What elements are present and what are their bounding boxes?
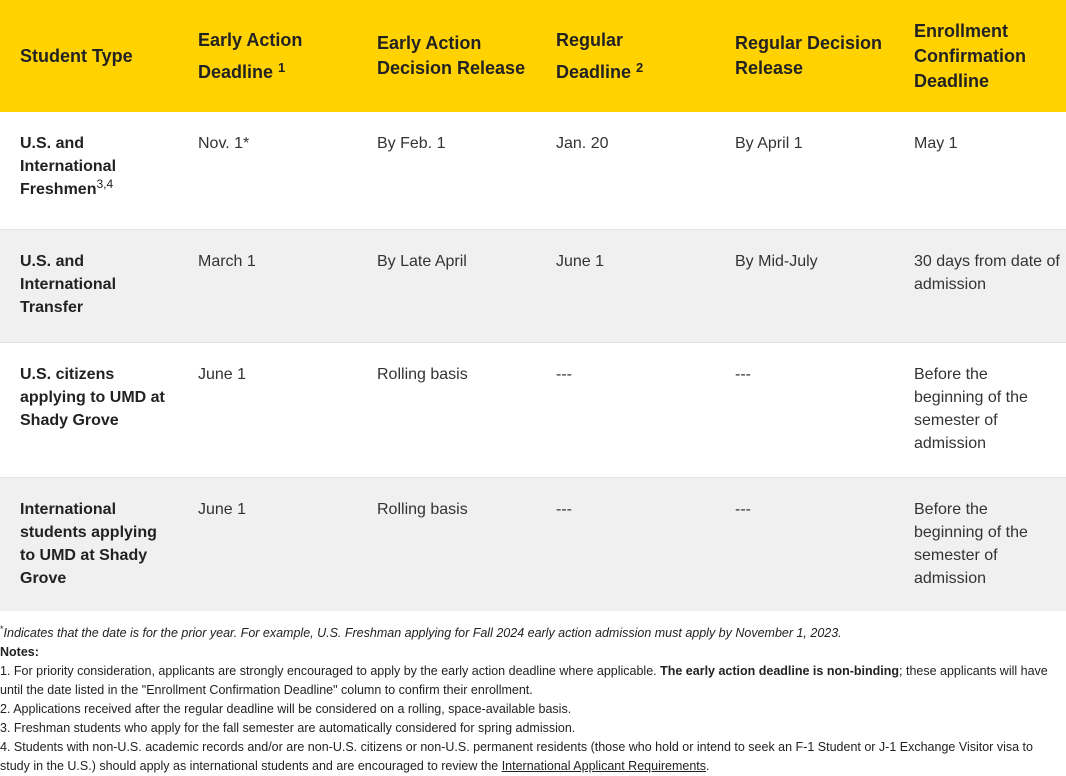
cell-early-action-deadline: Nov. 1* (198, 135, 250, 152)
asterisk-mark: * (0, 624, 4, 634)
header-regular-release: Regular Decision Release (735, 33, 883, 78)
cell-student-type: U.S. citizens applying to UMD at Shady Grove (20, 365, 165, 429)
note-3: 3. Freshman students who apply for the fall semester are automatically considered for spring admission. (0, 721, 576, 736)
cell-enrollment-deadline: May 1 (914, 135, 958, 152)
footnote-ref: 2 (636, 60, 644, 75)
note-1-emphasis: The early action deadline is non-binding (660, 664, 900, 679)
header-student-type: Student Type (20, 45, 133, 66)
cell-regular-deadline: --- (556, 365, 572, 383)
cell-regular-deadline: Jan. 20 (556, 135, 609, 152)
asterisk-note: *Indicates that the date is for the prior year. For example, U.S. Freshman applying for Fall 2024 early action admission must apply by November 1, 2023. (0, 624, 842, 641)
table-header (0, 0, 1066, 112)
notes-heading: Notes: (0, 645, 39, 660)
cell-regular-release: --- (735, 500, 751, 518)
cell-enrollment-deadline: Before the beginning of the semester of admission (914, 500, 1028, 587)
cell-regular-deadline: June 1 (556, 252, 605, 270)
cell-student-type: International students applying to UMD at Shady Grove (20, 500, 157, 587)
cell-early-action-deadline: June 1 (198, 500, 247, 518)
cell-regular-release: By April 1 (735, 135, 803, 152)
cell-early-action-deadline: June 1 (198, 365, 247, 383)
header-early-action-release: Early Action Decision Release (377, 33, 526, 78)
cell-student-type: U.S. and International Freshmen$^{3,4}$ (20, 135, 117, 198)
note-2: 2. Applications received after the regular deadline will be considered on a rolling, space-available basis. (0, 702, 572, 717)
header-regular-deadline: Regular Deadline $^2$ (556, 30, 644, 82)
cell-early-action-deadline: March 1 (198, 252, 256, 270)
header-row (0, 0, 1066, 112)
cell-enrollment-deadline: 30 days from date of admission (914, 252, 1060, 293)
header-enrollment-deadline: Enrollment Confirmation Deadline (914, 20, 1026, 91)
table-row (0, 477, 1066, 611)
header-early-action-deadline: Early Action Deadline $^1$ (198, 30, 303, 82)
cell-regular-deadline: --- (556, 500, 572, 518)
note-4: 4. Students with non-U.S. academic records and/or are non-U.S. citizens or non-U.S. permanent residents (those who hold or intend to seek an F-1 Student or J-1 Exchange Visitor visa to study in the U.S.) should apply as international students and are encouraged to review the International Applicant Requirements. (0, 740, 1033, 774)
notes-section (0, 611, 1066, 776)
cell-early-action-release: By Feb. 1 (377, 135, 446, 152)
cell-student-type: U.S. and International Transfer (20, 252, 117, 316)
table-row (0, 229, 1066, 342)
cell-regular-release: --- (735, 365, 751, 383)
international-requirements-link[interactable]: International Applicant Requirements (501, 759, 706, 774)
cell-regular-release: By Mid-July (735, 252, 818, 270)
cell-early-action-release: By Late April (377, 252, 467, 270)
footnote-ref: 1 (278, 60, 286, 75)
table-row (0, 342, 1066, 477)
table-row (0, 112, 1066, 229)
note-1: 1. For priority consideration, applicants are strongly encouraged to apply by the early action deadline where applicable. The early action deadline is non-binding; these applicants will have until the date listed in the "Enrollment Confirmation Deadline" column to confirm their enrollment. (0, 664, 1048, 698)
cell-early-action-release: Rolling basis (377, 365, 468, 383)
cell-enrollment-deadline: Before the beginning of the semester of admission (914, 365, 1028, 452)
cell-early-action-release: Rolling basis (377, 500, 468, 518)
footnote-ref: 3,4 (96, 177, 114, 191)
